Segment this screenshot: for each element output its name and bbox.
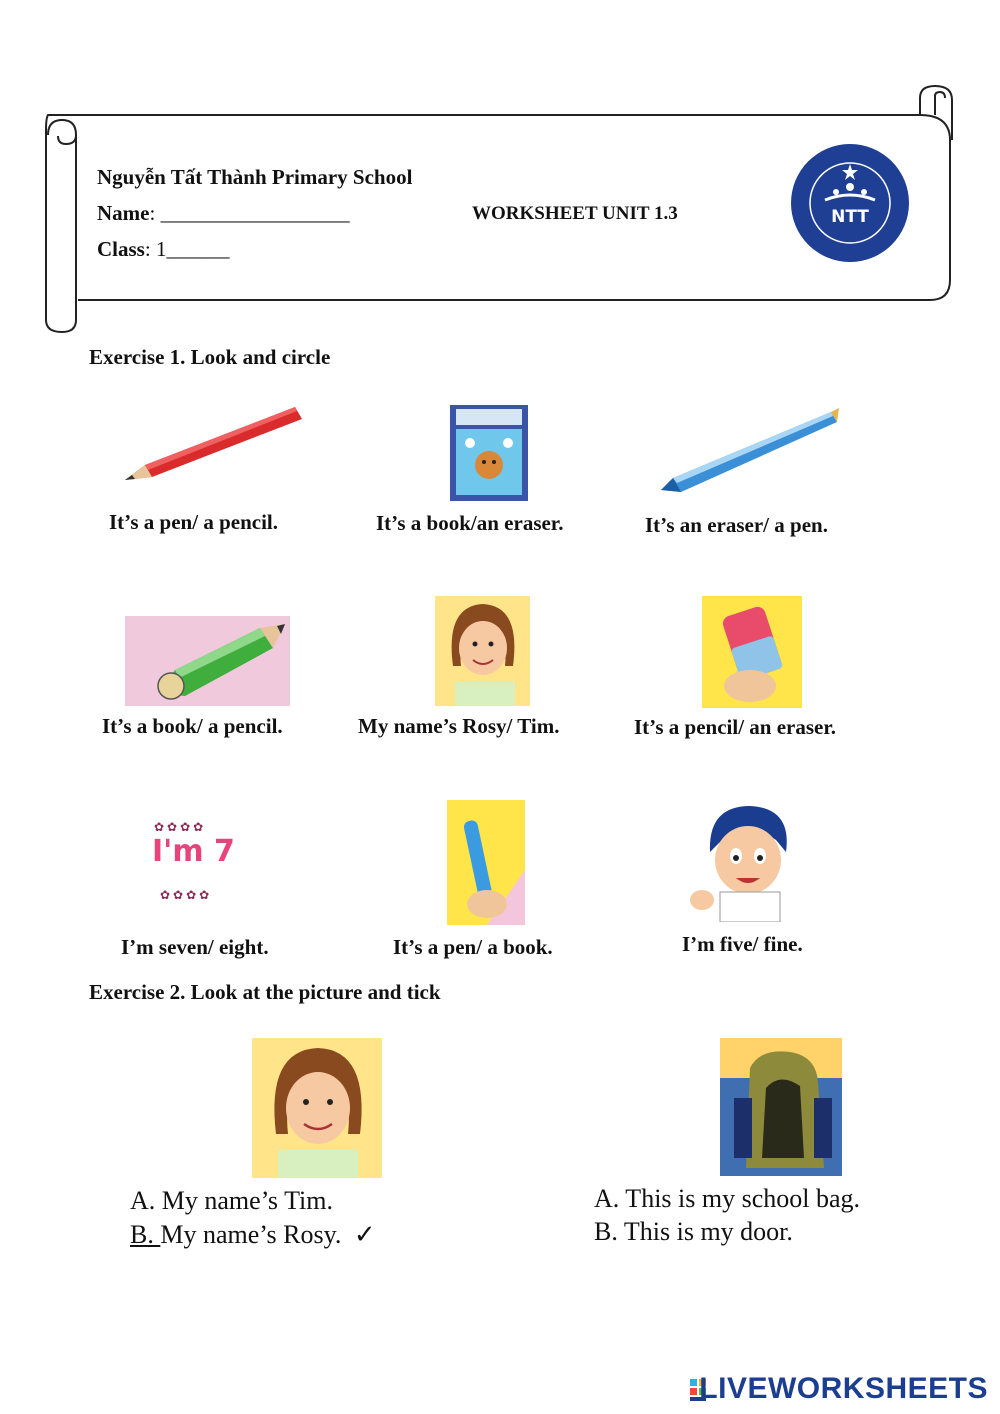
- exercise1-caption-8[interactable]: It’s a pen/ a book.: [393, 935, 553, 959]
- pen-in-hand-icon: [447, 800, 525, 925]
- exercise1-caption-9[interactable]: I’m five/ fine.: [682, 932, 803, 956]
- im-seven-text: I'm 7: [152, 834, 235, 869]
- exercise1-caption-3[interactable]: It’s an eraser/ a pen.: [645, 513, 828, 537]
- class-blank[interactable]: : 1______: [144, 237, 230, 261]
- name-line: [97, 201, 350, 226]
- logo-initials: NTT: [831, 207, 869, 227]
- im-seven-icon: I'm 7 ✿ ✿ ✿ ✿ ✿ ✿ ✿ ✿: [150, 818, 268, 908]
- exercise1-caption-6[interactable]: It’s a pencil/ an eraser.: [634, 715, 837, 739]
- boy-thumbs-up-icon: [688, 800, 806, 922]
- tick-mark: ✓: [353, 1220, 376, 1250]
- exercise1-caption-7[interactable]: I’m seven/ eight.: [121, 935, 269, 959]
- question1-option-a[interactable]: A. My name’s Tim.: [130, 1186, 333, 1215]
- question2-option-b[interactable]: B. This is my door.: [594, 1217, 793, 1246]
- question2-option-a[interactable]: A. This is my school bag.: [594, 1184, 861, 1213]
- school-name: Nguyễn Tất Thành Primary School: [97, 165, 413, 189]
- book-icon: [448, 403, 530, 503]
- red-pencil-icon: [110, 395, 305, 495]
- class-line: [97, 237, 229, 262]
- name-label: Name: [97, 201, 150, 225]
- green-pencil-icon: [125, 598, 290, 706]
- girl-rosy-icon: [435, 596, 530, 706]
- girl-rosy-icon: [252, 1038, 382, 1178]
- school-logo: [789, 142, 911, 264]
- question1-option-b-letter: B.: [130, 1220, 161, 1249]
- exercise1-caption-1[interactable]: It’s a pen/ a pencil.: [109, 510, 278, 534]
- eraser-icon: [702, 596, 802, 708]
- class-label: Class: [97, 237, 145, 261]
- exercise1-caption-4[interactable]: It’s a book/ a pencil.: [102, 714, 283, 738]
- question1-option-b-text: My name’s Rosy.: [160, 1220, 342, 1249]
- exercise1-title: Exercise 1. Look and circle: [89, 345, 331, 369]
- liveworksheets-brand[interactable]: LIVEWORKSHEETS: [699, 1372, 988, 1405]
- blue-pen-icon: [653, 400, 843, 500]
- question1-option-b[interactable]: [130, 1220, 376, 1250]
- exercise1-caption-2[interactable]: It’s a book/an eraser.: [376, 511, 564, 535]
- name-blank[interactable]: : __________________: [149, 201, 350, 225]
- exercise2-title: Exercise 2. Look at the picture and tick: [89, 980, 441, 1004]
- exercise1-caption-5[interactable]: My name’s Rosy/ Tim.: [358, 714, 560, 738]
- school-bag-icon: [720, 1038, 842, 1176]
- worksheet-title: WORKSHEET UNIT 1.3: [472, 203, 678, 224]
